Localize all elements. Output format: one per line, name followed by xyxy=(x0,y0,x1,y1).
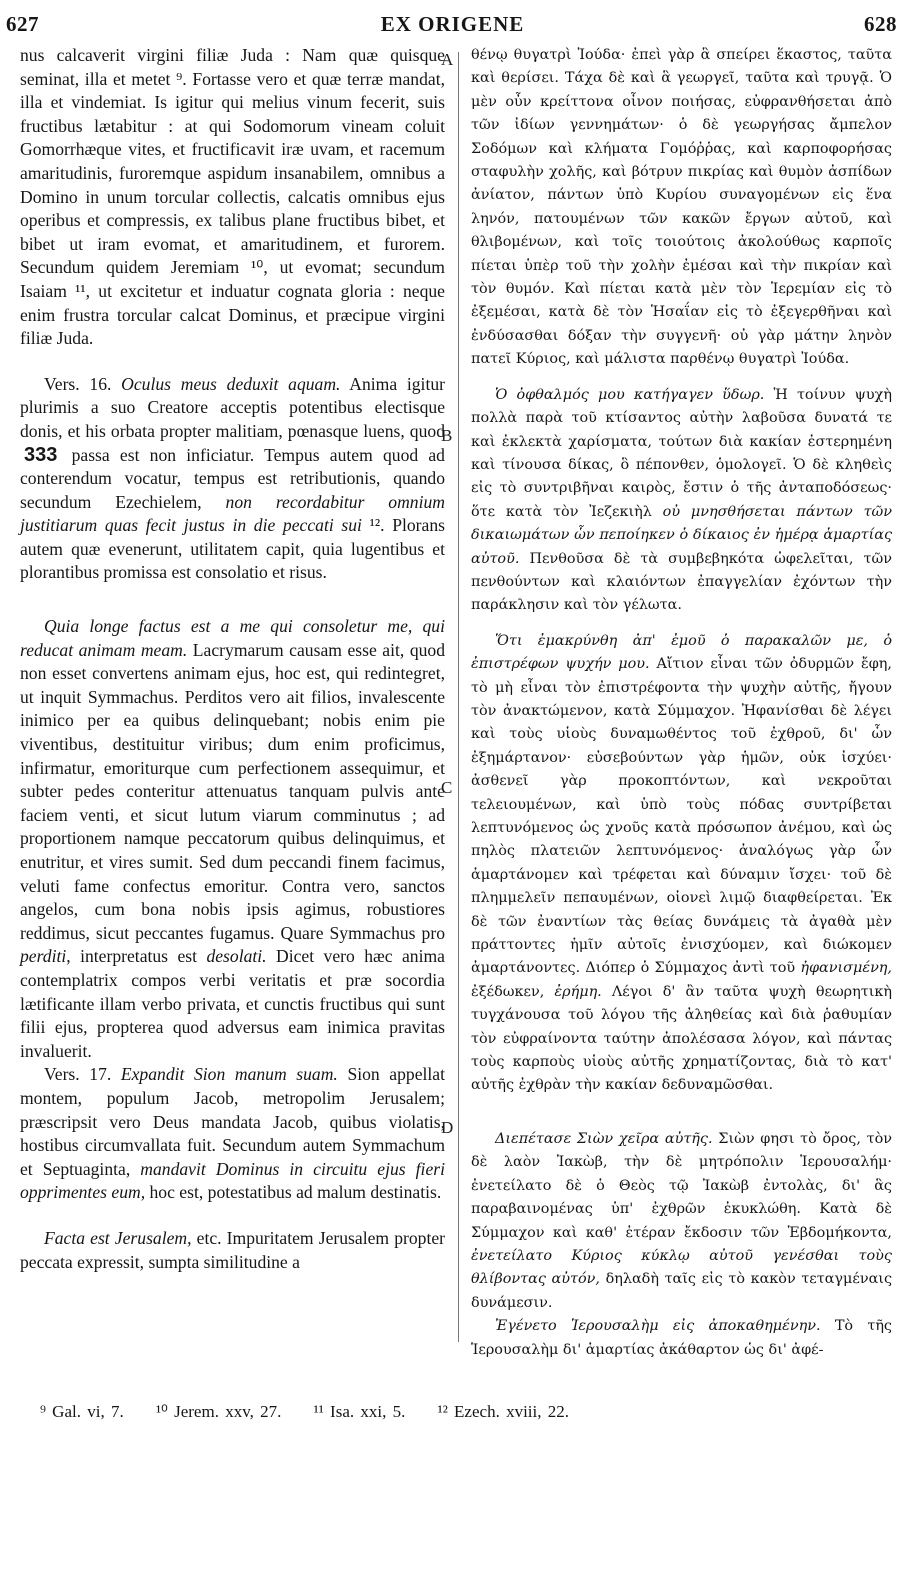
margin-letter-b: B xyxy=(441,426,453,445)
footnote-9: ⁹ Gal. vi, 7. xyxy=(40,1402,124,1421)
latin-paragraph-1: nus calcaverit virgini filiæ Juda : Nam quæ quisque seminat, illa et metet ⁹. Fortasse vero et quæ terræ mandat, illa et vindemiat. Is igitur qui melius vinum fecerit, suis fructibus lætabitur : at qui Sodomorum vineam coluit Gomorrhæque vites, et fructificavit iræ uvam, et racemum amaritudinis, furoremque aspidum insanabilem, omnibus a Domino in unum torcular collectis, calcatis omnibus ejus operibus et compressis, ex talibus plane fructibus bibet, et bibet ut iram evomat, et amaritudinem, et furorem. Secundum quidem Jeremiam ¹⁰, ut evomat; secundum Isaiam ¹¹, ut excitetur et induatur cognata gloria : neque enim frustra torcular calcat Dominus, et præcipue virgini filiæ Juda. xyxy=(20,45,445,349)
lemma: Ὁ ὀφθαλμός μου κατήγαγεν ὕδωρ. xyxy=(495,386,765,403)
greek-paragraph-2: Ὁ ὀφθαλμός μου κατήγαγεν ὕδωρ. Ἡ τοίνυν ψυχὴ πολλὰ παρὰ τοῦ κτίσαντος αὐτὴν λαβοῦσα δυνατά τε καὶ ἐκλεκτὰ χαρίσματα, τούτων διὰ κακίαν ἐστερημένη καὶ τίνουσα δίκας, ὃ πέπονθεν, ὁμολογεῖ. Ὁ δὲ κληθεὶς εἰς τὸ συντριβῆναι καιρὸς, ἔστιν ὁ τῆς ἀνταποδόσεως· ὅτε κατὰ τὸν Ἰεζεκιὴλ οὐ μνησθήσεται πάντων τῶν δικαιωμάτων ὧν πεποίηκεν ὁ δίκαιος ἐν ἡμέρᾳ ἁμαρτίας αὐτοῦ. Πενθοῦσα δὲ τὰ συμβεβηκότα ὠφελεῖται, τῶν πενθούντων καὶ κλαιόντων ἐπαγγελίαν ἐχόντων τὴν παράκλησιν καὶ τὸν γέλωτα. xyxy=(471,386,893,614)
page-number-right: 628 xyxy=(864,12,897,36)
verse-label: Vers. 16. xyxy=(44,373,112,394)
lemma: Facta est Jerusalem, xyxy=(44,1227,192,1248)
greek-paragraph-1: θένῳ θυγατρὶ Ἰούδα· ἐπεὶ γὰρ ἃ σπείρει ἕκαστος, ταῦτα καὶ θερίσει. Τάχα δὲ καὶ ἃ γεωργεῖ, ταῦτα καὶ τρυγᾷ. Ὁ μὲν οὖν κρείττονα οἶνον ποιήσας, εὐφρανθήσεται ἀπὸ τῶν ἰδίων γεννημάτων· ὁ δὲ γεωργήσας ἄμπελον Σοδόμων καὶ κλήματα Γομόῤῥας, καὶ καρποφορήσας σταφυλὴν χολῆς, καὶ βότρυν πικρίας καὶ θυμὸν ἀσπίδων ἀνίατον, πάντων ὑπὸ Κυρίου συναγομένων εἰς ἕνα ληνόν, πατουμένων τῶν κακῶν ἔργων αὐτοῦ, καὶ θλιβομένων, καὶ τοῖς τοιούτοις ἀκολούθως καρποῖς πίεται ὑπὲρ τοῦ τὴν χολὴν ἐμέσαι καὶ τὴν πικρίαν καὶ τὸν θυμόν. Καὶ πίεται κατὰ μὲν τὸν Ἱερεμίαν εἰς τὸ ἐξεμέσαι, κατὰ δὲ τὸν Ἡσαΐαν εἰς τὸ ἐξεγερθῆναι καὶ ἐνδύσασθαι δόξαν τὴν συγγενῆ· οὐ γὰρ μάτην ληνὸν πατεῖ Κύριος, καὶ μάλιστα παρθένῳ θυγατρὶ Ἰούδα. xyxy=(471,47,892,368)
quotation: non recordabitur omnium justitiarum quas fecit justus in die peccati sui xyxy=(20,491,445,536)
footnotes xyxy=(40,1402,880,1422)
footnote-10: ¹⁰ Jerem. xxv, 27. xyxy=(155,1402,282,1421)
footnote-11: ¹¹ Isa. xxi, 5. xyxy=(313,1402,406,1421)
latin-paragraph-5: Facta est Jerusalem, etc. Impuritatem Jerusalem propter peccata expressit, sumpta similitudine a xyxy=(20,1227,445,1272)
latin-paragraph-4: Vers. 17. Expandit Sion manum suam. Sion appellat montem, populum Jacob, metropolim Jerusalem; præscripsit vero Deus mandata Jacob, quibus violatis, hostibus circumvallata fuit. Secundum autem Symmachum et Septuaginta, mandavit Dominus in circuitu ejus fieri opprimentes eum, hoc est, potestatibus ad malum destinatis. xyxy=(20,1064,445,1203)
note-ref: ¹² xyxy=(369,515,381,536)
running-title: EX ORIGENE xyxy=(380,12,525,36)
lemma: Oculus meus deduxit aquam. xyxy=(121,373,341,394)
margin-letter-c: C xyxy=(441,778,453,797)
margin-letter-d: D xyxy=(441,1118,454,1137)
latin-paragraph-2: Vers. 16. Oculus meus deduxit aquam. Anima igitur plurimis a suo Creatore acceptis potentibus electisque donis, et his orbata propter malitiam, pœnasque luens, quod 333 passa est non inficiatur. Tempus autem quod ad conterendum vocatur, tempus est retributionis, quando secundum Ezechielem, non recordabitur omnium justitiarum quas fecit justus in die peccati sui ¹². Plorans autem quæ evenerunt, utilitatem capit, quia lugentibus et plorantibus promissa est consolatio et risus. xyxy=(20,373,445,583)
column-number: 333 xyxy=(24,443,58,466)
lemma: Ἐγένετο Ἱερουσαλὴμ εἰς ἀποκαθημένην. xyxy=(495,1318,821,1335)
greek-paragraph-4: Διεπέτασε Σιὼν χεῖρα αὐτῆς. Σιὼν φησι τὸ ὄρος, τὸν δὲ λαὸν Ἰακὼβ, τὴν δὲ μητρόπολιν Ἱερουσαλήμ· ἐνετείλατο δὲ ὁ Θεὸς τῷ Ἰακὼβ ἐντολὰς, δι' ἃς παραβαινομένας ὑπ' ἐχθρῶν ἐκυκλώθη. Κατὰ δὲ Σύμμαχον καὶ καθ' ἑτέραν ἔκδοσιν τῶν Ἑβδομήκοντα, ἐνετείλατο Κύριος κύκλῳ αὐτοῦ γενέσθαι τοὺς θλίβοντας αὐτόν, δηλαδὴ ταῖς εἰς τὸ κακὸν τεταγμέναις δυνάμεσιν. xyxy=(471,1130,892,1311)
quotation: οὐ μνησθήσεται πάντων τῶν δικαιωμάτων ὧν πεποίηκεν ὁ δίκαιος ἐν ἡμέρᾳ ἁμαρτίας αὐτοῦ. xyxy=(471,503,893,567)
latin-column xyxy=(20,44,445,1274)
running-header xyxy=(0,12,905,46)
lemma: Διεπέτασε Σιὼν χεῖρα αὐτῆς. xyxy=(495,1130,713,1147)
greek-paragraph-3: Ὅτι ἐμακρύνθη ἀπ' ἐμοῦ ὁ παρακαλῶν με, ὁ ἐπιστρέφων ψυχήν μου. Αἴτιον εἶναι τῶν ὀδυρμῶν ἔφη, τὸ μὴ εἶναι τὸν ἐπιστρέφοντα τὴν ψυχὴν αὐτῆς, ἤγουν τὸν ἀνακτώμενον, κατὰ Σύμμαχον. Ἠφανίσθαι δὲ λέγει καὶ τοὺς υἱοὺς δυναμωθέντος τοῦ ἐχθροῦ, δι' ὧν ἐξημάρτανον· εὐσεβούντων γὰρ ἡμῶν, οὐκ ἰσχύει· ἀσθενεῖ γὰρ προκοπτόντων, καὶ νεκροῦται τελειουμένων, καὶ ὑπὸ τοὺς πόδας συντρίβεται λεπτυνόμενος ὡς χνοῦς κατὰ πρόσωπον ἀνέμου, καὶ ὡς πηλὸς πλατειῶν λεπτυνόμενος· ἀναλόγως γὰρ ὧν ἁμαρτάνομεν καὶ τρέφεται καὶ δύναμιν ἴσχει· τοῦ δὲ πλημμελεῖν πεπαυμένων, οἱονεὶ λιμῷ διαφθείρεται. Ἐκ δὲ τῶν ἐναντίων τὰς θείας δυνάμεις τὰ ἀγαθὰ μὲν πράττοντες ἡμῖν αὐτοῖς ἐνισχύομεν, καὶ διώκομεν ἁμαρτάνοντες. Διόπερ ὁ Σύμμαχος ἀντὶ τοῦ ἠφανισμένη, ἐξέδωκεν, ἐρήμη. Λέγοι δ' ἂν ταῦτα ψυχὴ θεωρητικὴ τυγχάνουσα τοῦ λόγου τῆς ἀληθείας καὶ διὰ ῥαθυμίαν τὸν εὐφραίνοντα ταύτην ἀπολέσασα λόγον, καὶ πάντας τοὺς καρποὺς υἱοὺς αὐτῆς χρηματίζοντας, διὰ τὸ κατ' αὐτῆς ἐχθρὰν τὴν κακίαν δεδυναμῶσθαι. xyxy=(471,632,893,1094)
lemma: Ὅτι ἐμακρύνθη ἀπ' ἐμοῦ ὁ παρακαλῶν με, ὁ ἐπιστρέφων ψυχήν μου. xyxy=(471,632,892,673)
greek-paragraph-5: Ἐγένετο Ἱερουσαλὴμ εἰς ἀποκαθημένην. Τὸ τῆς Ἱερουσαλὴμ δι' ἁμαρτίας ἀκάθαρτον ὡς δι' ἀφέ- xyxy=(471,1318,892,1358)
quotation: mandavit Dominus in circuitu ejus fieri opprimentes eum, xyxy=(20,1158,445,1203)
column-divider xyxy=(458,52,459,1342)
quotation: ἐνετείλατο Κύριος κύκλῳ αὐτοῦ γενέσθαι τοὺς θλίβοντας αὐτόν, xyxy=(471,1247,892,1288)
page-number-left: 627 xyxy=(6,12,39,36)
lemma: Quia longe factus est a me qui consoletur me, qui reducat animam meam. xyxy=(20,616,445,660)
lemma: Expandit Sion manum suam. xyxy=(120,1064,338,1085)
greek-column xyxy=(471,44,892,1362)
latin-paragraph-3: Quia longe factus est a me qui consoletur me, qui reducat animam meam. Lacrymarum causam esse ait, quod non esset convertens animam ejus, hoc est, qui redintegret, ut inquit Symmachus. Perditos vero ait filios, invalescente inimico per ea quibus delinquebant; nobis enim pie viventibus, destituitur viribus; dum enim proficimus, infirmatur, emoriturque cum perfectionem assequimur, et subter pedes conteritur attenuatus tanquam pulvis ante faciem venti, et sicut lutum viarum comminutus ; ad proportionem namque peccatorum quibus delinquimus, et enutritur, et vires sumit. Sed dum peccandi finem facimus, veluti fame confectus emoritur. Contra vero, sanctos angelos, cum bona nobis ipsis agimus, robustiores reddimus, sicut peccantes fugamus. Quare Symmachus pro perditi, interpretatus est desolati. Dicet vero hæc anima contemplatrix compos verbi veritatis et præ socordia lætificante illam verbo privata, et cunctis fructibus qui sunt filii ejus, propterea quod adversus eam inimica pravitas invaluerit. xyxy=(20,616,446,1061)
margin-letter-a: A xyxy=(441,50,454,69)
footnote-12: ¹² Ezech. xviii, 22. xyxy=(437,1402,569,1421)
verse-label: Vers. 17. xyxy=(44,1064,112,1085)
